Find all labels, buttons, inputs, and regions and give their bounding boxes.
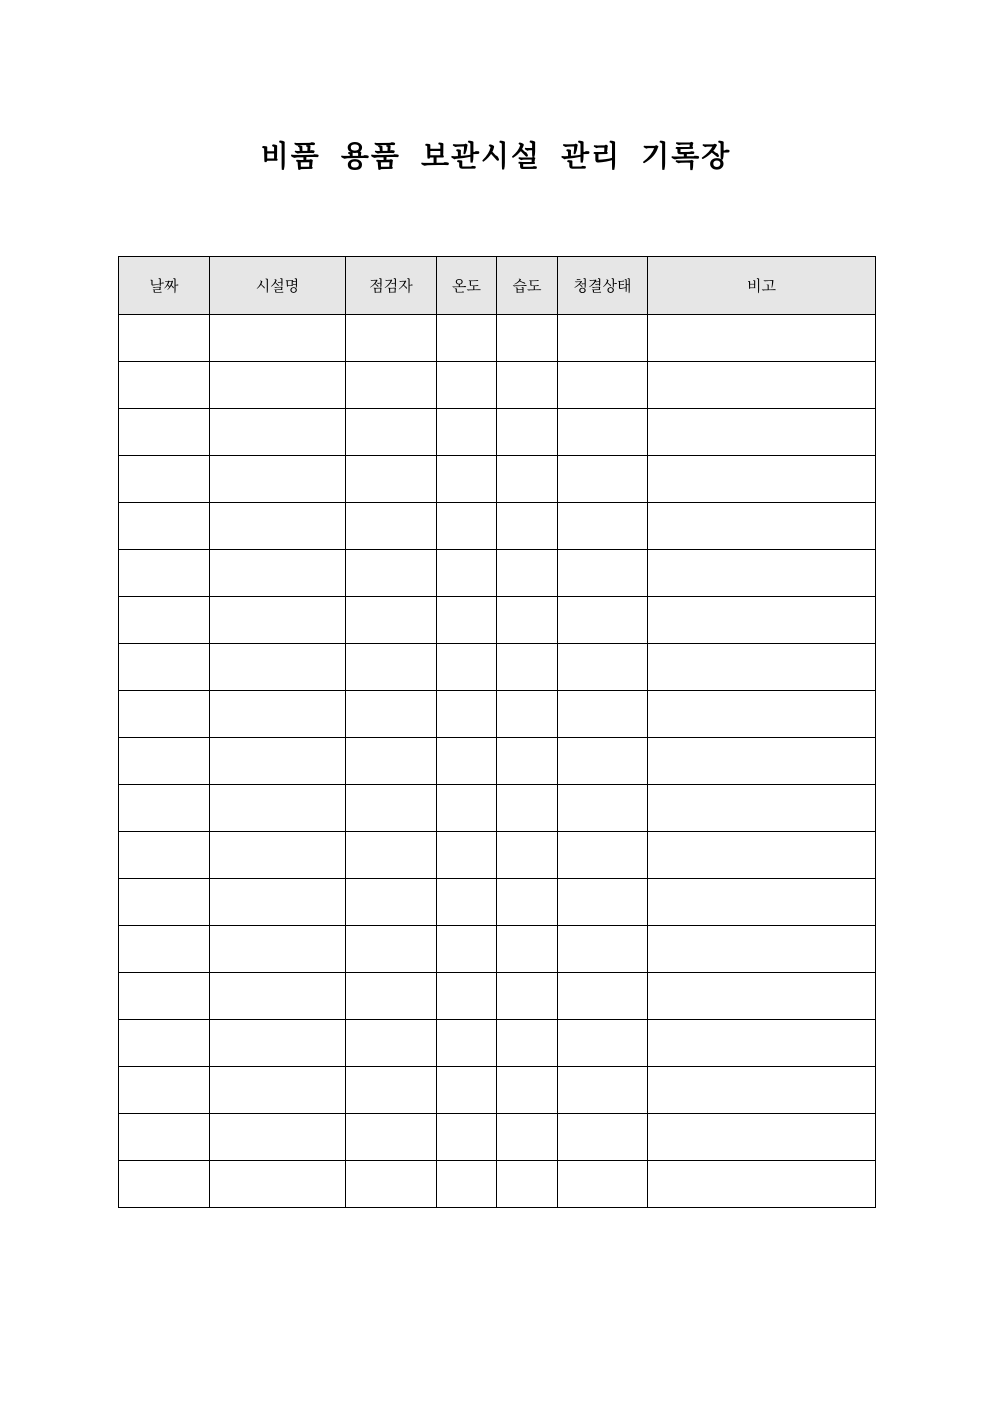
table-row — [119, 785, 876, 832]
cell-date[interactable] — [119, 315, 210, 362]
cell-date[interactable] — [119, 644, 210, 691]
cell-humidity[interactable] — [497, 644, 558, 691]
cell-remarks[interactable] — [648, 409, 876, 456]
cell-inspector[interactable] — [346, 879, 437, 926]
cell-temperature[interactable] — [437, 879, 497, 926]
table-row — [119, 879, 876, 926]
cell-inspector[interactable] — [346, 644, 437, 691]
cell-date[interactable] — [119, 1161, 210, 1208]
cell-facility-name[interactable] — [210, 315, 346, 362]
cell-cleanliness[interactable] — [558, 644, 648, 691]
cell-temperature[interactable] — [437, 973, 497, 1020]
cell-humidity[interactable] — [497, 550, 558, 597]
cell-date[interactable] — [119, 738, 210, 785]
cell-cleanliness[interactable] — [558, 1020, 648, 1067]
cell-remarks[interactable] — [648, 362, 876, 409]
table-row — [119, 503, 876, 550]
cell-temperature[interactable] — [437, 409, 497, 456]
cell-date[interactable] — [119, 691, 210, 738]
table-row — [119, 738, 876, 785]
cell-inspector[interactable] — [346, 1161, 437, 1208]
cell-temperature[interactable] — [437, 785, 497, 832]
cell-remarks[interactable] — [648, 1161, 876, 1208]
table-body — [119, 315, 876, 1208]
cell-facility-name[interactable] — [210, 738, 346, 785]
cell-cleanliness[interactable] — [558, 409, 648, 456]
cell-facility-name[interactable] — [210, 879, 346, 926]
cell-remarks[interactable] — [648, 973, 876, 1020]
cell-inspector[interactable] — [346, 409, 437, 456]
cell-humidity[interactable] — [497, 315, 558, 362]
column-header-remarks: 비고 — [648, 257, 876, 315]
cell-humidity[interactable] — [497, 691, 558, 738]
table-row — [119, 691, 876, 738]
cell-facility-name[interactable] — [210, 691, 346, 738]
cell-date[interactable] — [119, 409, 210, 456]
cell-remarks[interactable] — [648, 832, 876, 879]
cell-humidity[interactable] — [497, 362, 558, 409]
cell-date[interactable] — [119, 832, 210, 879]
cell-temperature[interactable] — [437, 1020, 497, 1067]
cell-humidity[interactable] — [497, 597, 558, 644]
cell-inspector[interactable] — [346, 597, 437, 644]
cell-inspector[interactable] — [346, 1114, 437, 1161]
cell-cleanliness[interactable] — [558, 879, 648, 926]
column-header-temperature: 온도 — [437, 257, 497, 315]
cell-cleanliness[interactable] — [558, 691, 648, 738]
cell-cleanliness[interactable] — [558, 785, 648, 832]
cell-date[interactable] — [119, 926, 210, 973]
cell-facility-name[interactable] — [210, 1161, 346, 1208]
cell-temperature[interactable] — [437, 926, 497, 973]
cell-humidity[interactable] — [497, 1161, 558, 1208]
cell-humidity[interactable] — [497, 1020, 558, 1067]
cell-date[interactable] — [119, 456, 210, 503]
cell-cleanliness[interactable] — [558, 550, 648, 597]
cell-humidity[interactable] — [497, 973, 558, 1020]
cell-facility-name[interactable] — [210, 832, 346, 879]
cell-humidity[interactable] — [497, 1114, 558, 1161]
cell-cleanliness[interactable] — [558, 926, 648, 973]
cell-remarks[interactable] — [648, 644, 876, 691]
cell-facility-name[interactable] — [210, 1114, 346, 1161]
cell-temperature[interactable] — [437, 550, 497, 597]
cell-date[interactable] — [119, 503, 210, 550]
cell-date[interactable] — [119, 597, 210, 644]
cell-temperature[interactable] — [437, 738, 497, 785]
cell-inspector[interactable] — [346, 973, 437, 1020]
cell-date[interactable] — [119, 1114, 210, 1161]
cell-cleanliness[interactable] — [558, 362, 648, 409]
column-header-facility-name: 시설명 — [210, 257, 346, 315]
cell-inspector[interactable] — [346, 1020, 437, 1067]
cell-humidity[interactable] — [497, 879, 558, 926]
cell-temperature[interactable] — [437, 691, 497, 738]
cell-inspector[interactable] — [346, 926, 437, 973]
cell-date[interactable] — [119, 785, 210, 832]
cell-cleanliness[interactable] — [558, 597, 648, 644]
cell-date[interactable] — [119, 362, 210, 409]
table-row — [119, 1020, 876, 1067]
cell-inspector[interactable] — [346, 315, 437, 362]
cell-remarks[interactable] — [648, 926, 876, 973]
cell-cleanliness[interactable] — [558, 503, 648, 550]
cell-remarks[interactable] — [648, 785, 876, 832]
cell-temperature[interactable] — [437, 315, 497, 362]
cell-temperature[interactable] — [437, 1161, 497, 1208]
cell-inspector[interactable] — [346, 691, 437, 738]
cell-facility-name[interactable] — [210, 362, 346, 409]
cell-temperature[interactable] — [437, 362, 497, 409]
cell-temperature[interactable] — [437, 1067, 497, 1114]
cell-temperature[interactable] — [437, 832, 497, 879]
cell-temperature[interactable] — [437, 1114, 497, 1161]
table-row — [119, 456, 876, 503]
cell-remarks[interactable] — [648, 1114, 876, 1161]
table-row — [119, 1067, 876, 1114]
facility-log-table — [118, 256, 876, 1208]
cell-cleanliness[interactable] — [558, 315, 648, 362]
cell-inspector[interactable] — [346, 1067, 437, 1114]
table-row — [119, 1161, 876, 1208]
cell-inspector[interactable] — [346, 832, 437, 879]
cell-cleanliness[interactable] — [558, 1067, 648, 1114]
cell-remarks[interactable] — [648, 738, 876, 785]
cell-remarks[interactable] — [648, 597, 876, 644]
table-row — [119, 315, 876, 362]
cell-remarks[interactable] — [648, 550, 876, 597]
cell-humidity[interactable] — [497, 503, 558, 550]
page-title: 비품 용품 보관시설 관리 기록장 — [260, 139, 732, 173]
cell-remarks[interactable] — [648, 1067, 876, 1114]
cell-remarks[interactable] — [648, 315, 876, 362]
table-row — [119, 550, 876, 597]
cell-cleanliness[interactable] — [558, 973, 648, 1020]
cell-inspector[interactable] — [346, 785, 437, 832]
cell-cleanliness[interactable] — [558, 456, 648, 503]
cell-remarks[interactable] — [648, 503, 876, 550]
table-row — [119, 597, 876, 644]
cell-remarks[interactable] — [648, 691, 876, 738]
column-header-cleanliness: 청결상태 — [558, 257, 648, 315]
cell-facility-name[interactable] — [210, 926, 346, 973]
cell-remarks[interactable] — [648, 1020, 876, 1067]
cell-date[interactable] — [119, 1067, 210, 1114]
cell-humidity[interactable] — [497, 1067, 558, 1114]
cell-facility-name[interactable] — [210, 644, 346, 691]
cell-date[interactable] — [119, 879, 210, 926]
cell-cleanliness[interactable] — [558, 1161, 648, 1208]
column-header-inspector: 점검자 — [346, 257, 437, 315]
cell-date[interactable] — [119, 973, 210, 1020]
cell-humidity[interactable] — [497, 785, 558, 832]
cell-cleanliness[interactable] — [558, 1114, 648, 1161]
cell-inspector[interactable] — [346, 503, 437, 550]
cell-facility-name[interactable] — [210, 973, 346, 1020]
cell-temperature[interactable] — [437, 456, 497, 503]
cell-inspector[interactable] — [346, 550, 437, 597]
cell-facility-name[interactable] — [210, 785, 346, 832]
cell-temperature[interactable] — [437, 503, 497, 550]
cell-date[interactable] — [119, 550, 210, 597]
table-row — [119, 973, 876, 1020]
table-row — [119, 1114, 876, 1161]
cell-cleanliness[interactable] — [558, 738, 648, 785]
column-header-date: 날짜 — [119, 257, 210, 315]
table-row — [119, 832, 876, 879]
table-row — [119, 409, 876, 456]
cell-remarks[interactable] — [648, 456, 876, 503]
table-row — [119, 362, 876, 409]
cell-humidity[interactable] — [497, 832, 558, 879]
cell-inspector[interactable] — [346, 738, 437, 785]
cell-facility-name[interactable] — [210, 1020, 346, 1067]
cell-facility-name[interactable] — [210, 456, 346, 503]
cell-cleanliness[interactable] — [558, 832, 648, 879]
cell-humidity[interactable] — [497, 926, 558, 973]
cell-temperature[interactable] — [437, 644, 497, 691]
cell-facility-name[interactable] — [210, 550, 346, 597]
cell-inspector[interactable] — [346, 456, 437, 503]
table-row — [119, 644, 876, 691]
cell-temperature[interactable] — [437, 597, 497, 644]
cell-humidity[interactable] — [497, 738, 558, 785]
table-row — [119, 926, 876, 973]
cell-date[interactable] — [119, 1020, 210, 1067]
cell-inspector[interactable] — [346, 362, 437, 409]
cell-facility-name[interactable] — [210, 503, 346, 550]
table-header-row — [119, 257, 876, 315]
cell-humidity[interactable] — [497, 456, 558, 503]
cell-remarks[interactable] — [648, 879, 876, 926]
cell-facility-name[interactable] — [210, 409, 346, 456]
cell-facility-name[interactable] — [210, 597, 346, 644]
cell-facility-name[interactable] — [210, 1067, 346, 1114]
cell-humidity[interactable] — [497, 409, 558, 456]
column-header-humidity: 습도 — [497, 257, 558, 315]
